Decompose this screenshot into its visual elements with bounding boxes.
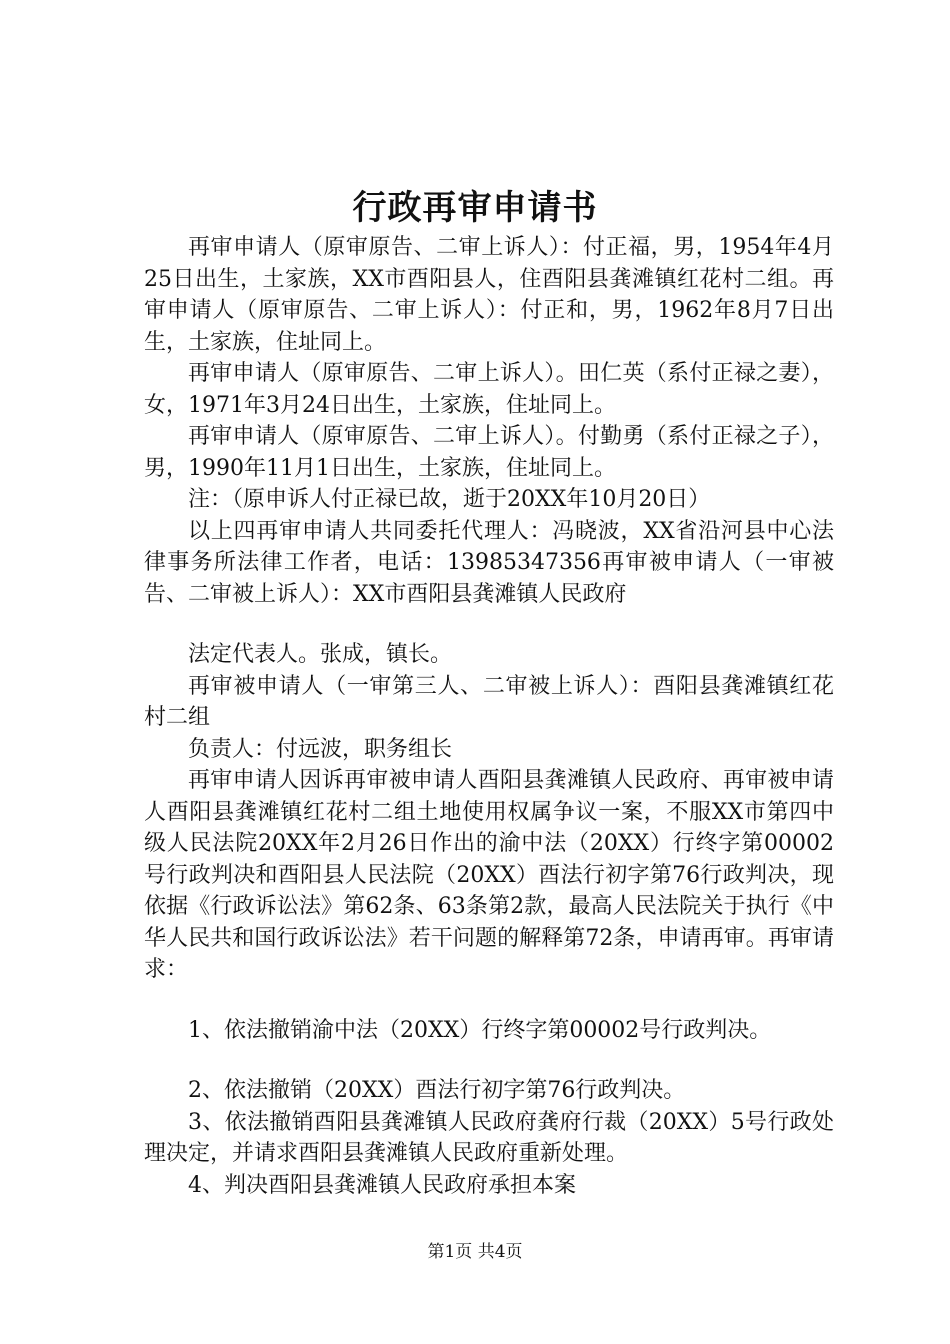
paragraph-respondent-2: 再审被申请人（一审第三人、二审被上诉人）：酉阳县龚滩镇红花村二组 xyxy=(144,673,834,730)
paragraph-request-4: 4、判决酉阳县龚滩镇人民政府承担本案 xyxy=(188,1172,576,1198)
paragraph-applicant-1: 再审申请人（原审原告、二审上诉人）：付正福，男，1954年4月25日出生，土家族，XX市酉阳县人，住酉阳县龚滩镇红花村二组。再审申请人（原审原告、二审上诉人）：付正和，男，1962年8月7日出生，土家族，住址同上。 xyxy=(144,235,834,355)
paragraph-applicant-4: 再审申请人（原审原告、二审上诉人）。付勤勇（系付正禄之子），男，1990年11月1日出生，土家族，住址同上。 xyxy=(144,424,834,481)
paragraph-case-statement: 再审申请人因诉再审被申请人酉阳县龚滩镇人民政府、再审被申请人酉阳县龚滩镇红花村二组土地使用权属争议一案，不服XX市第四中级人民法院20XX年2月26日作出的渝中法（20XX）行终字第00002号行政判决和酉阳县人民法院（20XX）酉法行初字第76行政判决，现依据《行政诉讼法》第62条、63条第2款，最高人民法院关于执行《中华人民共和国行政诉讼法》若干问题的解释第72条，申请再审。再审请求： xyxy=(144,768,834,982)
document-body xyxy=(144,232,834,1201)
paragraph-request-2: 2、依法撤销（20XX）酉法行初字第76行政判决。 xyxy=(188,1078,686,1103)
paragraph-note: 注：（原申诉人付正禄已故，逝于20XX年10月20日） xyxy=(188,487,711,512)
page-number-footer: 第1页 共4页 xyxy=(427,1242,523,1262)
paragraph-responsible-person: 负责人：付远波，职务组长 xyxy=(188,736,453,762)
paragraph-request-1: 1、依法撤销渝中法（20XX）行终字第00002号行政判决。 xyxy=(188,1017,772,1043)
paragraph-legal-representative: 法定代表人。张成，镇长。 xyxy=(188,642,453,667)
paragraph-applicant-3: 再审申请人（原审原告、二审上诉人）。田仁英（系付正禄之妻），女，1971年3月24日出生，土家族，住址同上。 xyxy=(144,361,834,418)
paragraph-request-3: 3、依法撤销酉阳县龚滩镇人民政府龚府行裁（20XX）5号行政处理决定，并请求酉阳县龚滩镇人民政府重新处理。 xyxy=(144,1109,834,1166)
paragraph-agent: 以上四再审申请人共同委托代理人：冯晓波，XX省沿河县中心法律事务所法律工作者，电话：13985347356再审被申请人（一审被告、二审被上诉人）：XX市酉阳县龚滩镇人民政府 xyxy=(144,518,834,607)
document-title: 行政再审申请书 xyxy=(352,188,598,228)
